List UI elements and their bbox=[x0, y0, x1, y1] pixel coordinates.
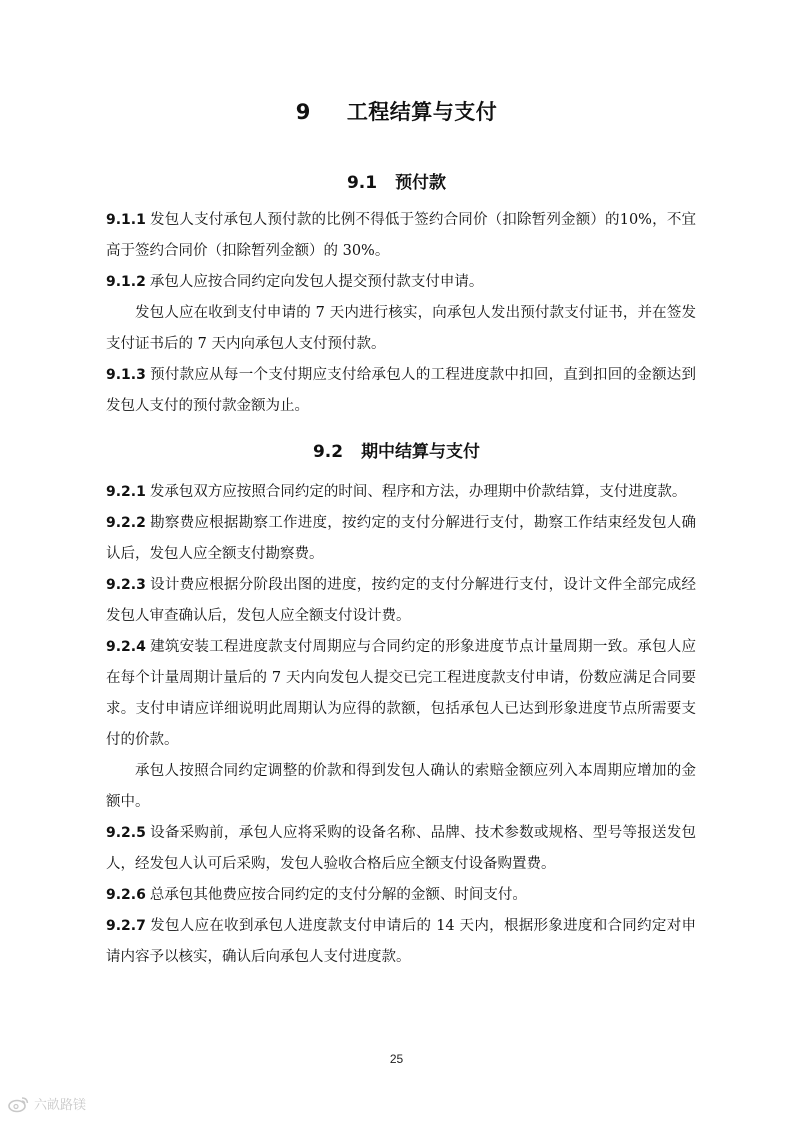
body-paragraph bbox=[106, 756, 696, 818]
body-paragraph bbox=[106, 298, 696, 360]
clause-text: 发包人应在收到承包人进度款支付申请后的 14 天内，根据形象进度和合同约定对申请内容予以核实，确认后向承包人支付进度款。 bbox=[106, 918, 696, 965]
clause-number: 9.2.1 bbox=[106, 484, 146, 500]
clause-paragraph bbox=[106, 818, 696, 880]
paragraph-text: 承包人按照合同约定调整的价款和得到发包人确认的索赔金额应列入本周期应增加的金额中。 bbox=[106, 763, 696, 810]
clause-paragraph bbox=[106, 508, 696, 570]
clause-text: 设备采购前，承包人应将采购的设备名称、品牌、技术参数或规格、型号等报送发包人，经发包人认可后采购，发包人验收合格后应全额支付设备购置费。 bbox=[106, 825, 696, 872]
section-title-9-1 bbox=[0, 168, 793, 193]
section-number: 9.2 bbox=[312, 442, 344, 462]
section-title-text: 预付款 bbox=[395, 173, 447, 193]
clause-number: 9.1.1 bbox=[106, 212, 146, 228]
clause-number: 9.2.4 bbox=[106, 639, 146, 655]
clause-number: 9.2.6 bbox=[106, 887, 146, 903]
watermark bbox=[8, 1094, 86, 1113]
clause-paragraph bbox=[106, 360, 696, 422]
clause-paragraph bbox=[106, 267, 696, 298]
clause-text: 设计费应根据分阶段出图的进度，按约定的支付分解进行支付，设计文件全部完成经发包人审查确认后，发包人应全额支付设计费。 bbox=[106, 577, 696, 624]
clause-paragraph bbox=[106, 205, 696, 267]
section-title-9-2 bbox=[0, 437, 793, 462]
clause-text: 发包人支付承包人预付款的比例不得低于签约合同价（扣除暂列金额）的10%，不宜高于签约合同价（扣除暂列金额）的 30%。 bbox=[106, 212, 696, 259]
paragraph-text: 发包人应在收到支付申请的 7 天内进行核实，向承包人发出预付款支付证书，并在签发支付证书后的 7 天内向承包人支付预付款。 bbox=[106, 305, 696, 352]
chapter-number: 9 bbox=[295, 100, 311, 124]
section-body-9-2 bbox=[106, 477, 696, 973]
clause-text: 勘察费应根据勘察工作进度，按约定的支付分解进行支付，勘察工作结束经发包人确认后，发包人应全额支付勘察费。 bbox=[106, 515, 696, 562]
page-number: 25 bbox=[389, 1052, 404, 1066]
clause-paragraph bbox=[106, 880, 696, 911]
clause-paragraph bbox=[106, 477, 696, 508]
clause-number: 9.2.2 bbox=[106, 515, 146, 531]
clause-number: 9.2.7 bbox=[106, 918, 146, 934]
clause-text: 总承包其他费应按合同约定的支付分解的金额、时间支付。 bbox=[149, 887, 527, 903]
clause-text: 发承包双方应按照合同约定的时间、程序和方法，办理期中价款结算，支付进度款。 bbox=[149, 484, 687, 500]
clause-number: 9.2.5 bbox=[106, 825, 146, 841]
clause-number: 9.2.3 bbox=[106, 577, 146, 593]
clause-number: 9.1.3 bbox=[106, 367, 146, 383]
clause-paragraph bbox=[106, 911, 696, 973]
clause-text: 承包人应按合同约定向发包人提交预付款支付申请。 bbox=[149, 274, 484, 290]
section-title-text: 期中结算与支付 bbox=[361, 442, 481, 462]
clause-paragraph bbox=[106, 632, 696, 756]
section-number: 9.1 bbox=[346, 173, 378, 193]
watermark-text: 六畝路镁 bbox=[34, 1098, 87, 1113]
section-body-9-1 bbox=[106, 205, 696, 422]
weibo-logo-icon bbox=[8, 1095, 30, 1113]
chapter-title-text: 工程结算与支付 bbox=[346, 100, 498, 124]
chapter-title bbox=[0, 96, 793, 126]
clause-number: 9.1.2 bbox=[106, 274, 146, 290]
clause-paragraph bbox=[106, 570, 696, 632]
clause-text: 预付款应从每一个支付期应支付给承包人的工程进度款中扣回，直到扣回的金额达到发包人支付的预付款金额为止。 bbox=[106, 367, 696, 414]
clause-text: 建筑安装工程进度款支付周期应与合同约定的形象进度节点计量周期一致。承包人应在每个计量周期计量后的 7 天内向发包人提交已完工程进度款支付申请，份数应满足合同要求。支付申请应详细说明此周期认为应得的款额，包括承包人已达到形象进度节点所需要支付的价款。 bbox=[106, 639, 696, 748]
